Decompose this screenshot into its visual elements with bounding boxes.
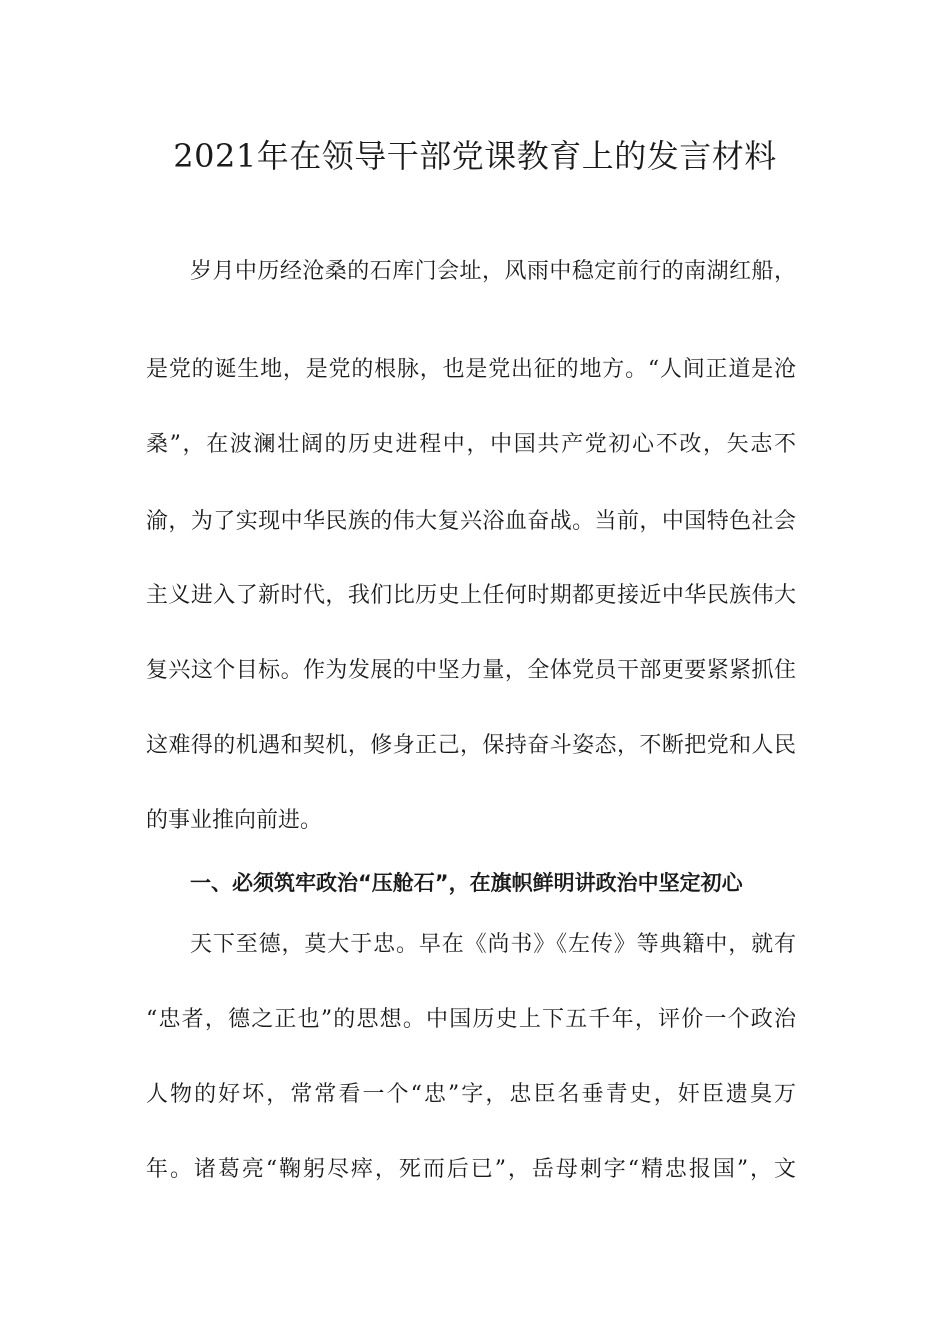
paragraph-line: 年。诸葛亮“鞠躬尽瘁，死而后已”，岳母刺字“精忠报国”，文 <box>146 1157 796 1182</box>
paragraph-line: 渝，为了实现中华民族的伟大复兴浴血奋战。当前，中国特色社会 <box>146 509 796 534</box>
paragraph-line: 人物的好坏，常常看一个“忠”字，忠臣名垂青史，奸臣遗臭万 <box>146 1082 796 1107</box>
paragraph-line: 天下至德，莫大于忠。早在《尚书》《左传》等典籍中，就有 <box>190 932 796 957</box>
paragraph-line: 的事业推向前进。 <box>146 808 323 833</box>
paragraph-line: 是党的诞生地，是党的根脉，也是党出征的地方。“人间正道是沧 <box>146 357 796 382</box>
paragraph-line: “忠者，德之正也”的思想。中国历史上下五千年，评价一个政治 <box>146 1007 796 1032</box>
paragraph-line: 主义进入了新时代，我们比历史上任何时期都更接近中华民族伟大 <box>146 583 796 608</box>
paragraph-line: 岁月中历经沧桑的石库门会址，风雨中稳定前行的南湖红船， <box>190 259 796 284</box>
document-title: 2021年在领导干部党课教育上的发言材料 <box>173 137 777 175</box>
paragraph-line: 桑”，在波澜壮阔的历史进程中，中国共产党初心不改，矢志不 <box>146 432 796 457</box>
section-heading: 一、必须筑牢政治“压舱石”，在旗帜鲜明讲政治中坚定初心 <box>190 871 743 895</box>
paragraph-line: 复兴这个目标。作为发展的中坚力量，全体党员干部更要紧紧抓住 <box>146 658 796 683</box>
paragraph-line: 这难得的机遇和契机，修身正己，保持奋斗姿态，不断把党和人民 <box>146 733 796 758</box>
